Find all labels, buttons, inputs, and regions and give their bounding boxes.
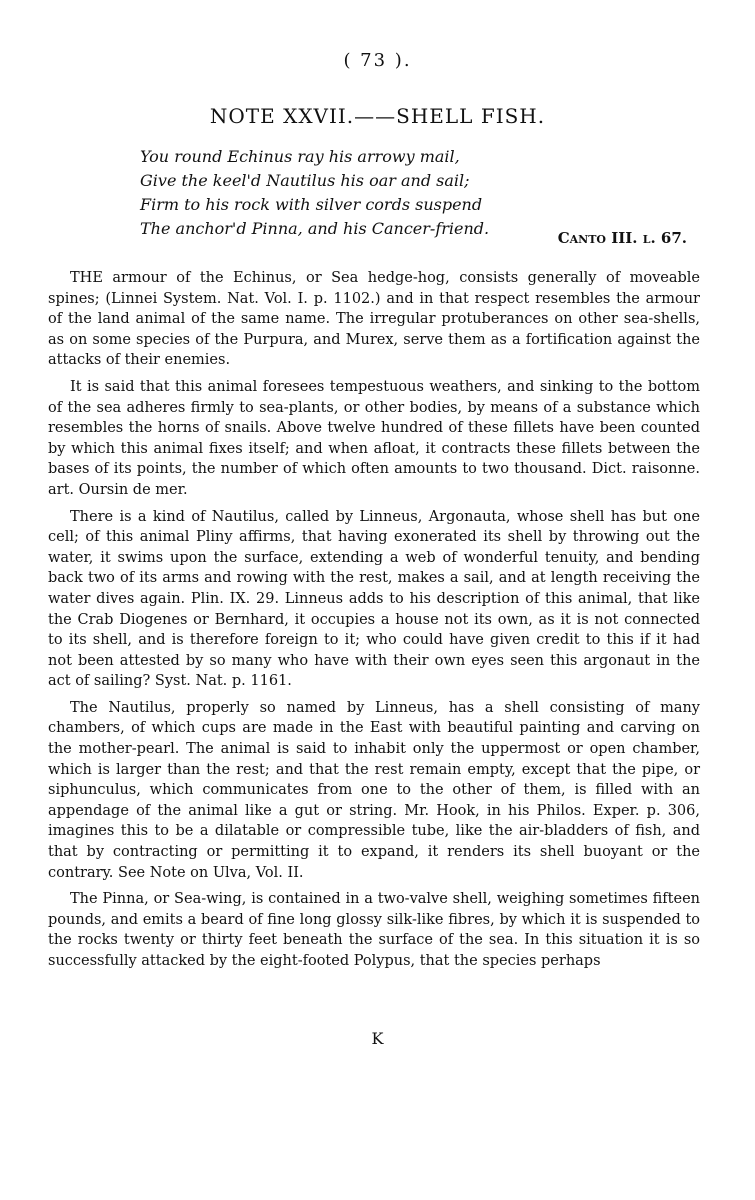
- paragraph: It is said that this animal foresees tempestuous weathers, and sinking to the bottom of the sea adheres firmly to sea-plants, or other bodies, by means of a substance which resembles the horns of snails. Above twelve hundred of these fillets have been counted by which this animal fixes itself; and when afloat, it contracts these fillets between the bases of its points, the number of which often amounts to two thousand. Dict. raisonne. art. Oursin de mer.: [48, 378, 700, 498]
- paragraph: The Nautilus, properly so named by Linneus, has a shell consisting of many chambers, of which cups are made in the East with beautiful painting and carving on the mother-pearl. The animal is said to inhabit only the uppermost or open chamber, which is larger than the rest; and that the rest remain empty, except that the pipe, or siphunculus, which communicates from one to the other of them, is filled with an appendage of the animal like a gut or string. Mr. Hook, in his Philos. Exper. p. 306, imagines this to be a dilatable or compressible tube, like the air-bladders of fish, and that by contracting or permitting it to expand, it renders its shell buoyant or the contrary. See Note on Ulva, Vol. II.: [48, 699, 700, 881]
- paragraph: There is a kind of Nautilus, called by Linneus, Argonauta, whose shell has but one cell; of this animal Pliny affirms, that having exonerated its shell by throwing out the water, it swims upon the surface, extending a web of wonderful tenuity, and bending back two of its arms and rowing with the rest, makes a sail, and at length receiving the water dives again. Plin. IX. 29. Linneus adds to his description of this animal, that like the Crab Diogenes or Bernhard, it occupies a house not its own, as it is not connected to its shell, and is therefore foreign to it; who could have given credit to this if it had not been attested by so many who have with their own eyes seen this argonaut in the act of sailing? Syst. Nat. p. 1161.: [48, 508, 700, 690]
- verse-line: The anchor'd Pinna, and his Cancer-friend.: [140, 219, 490, 238]
- verse-line: You round Echinus ray his arrowy mail,: [140, 147, 460, 166]
- canto-reference: Canto III. l. 67.: [557, 229, 687, 247]
- verse-epigraph: [140, 145, 700, 241]
- paragraph: THE armour of the Echinus, or Sea hedge-hog, consists generally of moveable spines; (Linnei System. Nat. Vol. I. p. 1102.) and in that respect resembles the armour of the land animal of the same name. The irregular protuberances on other sea-shells, as on some species of the Purpura, and Murex, serve them as a fortification against the attacks of their enemies.: [48, 270, 700, 369]
- paragraph: The Pinna, or Sea-wing, is contained in a two-valve shell, weighing sometimes fifteen pounds, and emits a beard of fine long glossy silk-like fibres, by which it is suspended to the rocks twenty or thirty feet beneath the surface of the sea. In this situation it is so successfully attacked by the eight-footed Polypus, that the species perhaps: [48, 891, 700, 969]
- note-body: [48, 268, 700, 978]
- signature-mark: K: [371, 1029, 384, 1048]
- page-number: ( 73 ).: [343, 50, 412, 71]
- verse-line: Firm to his rock with silver cords suspend: [140, 195, 483, 214]
- verse-line: Give the keel'd Nautilus his oar and sail;: [140, 171, 470, 190]
- note-title: NOTE XXVII.——SHELL FISH.: [209, 104, 546, 128]
